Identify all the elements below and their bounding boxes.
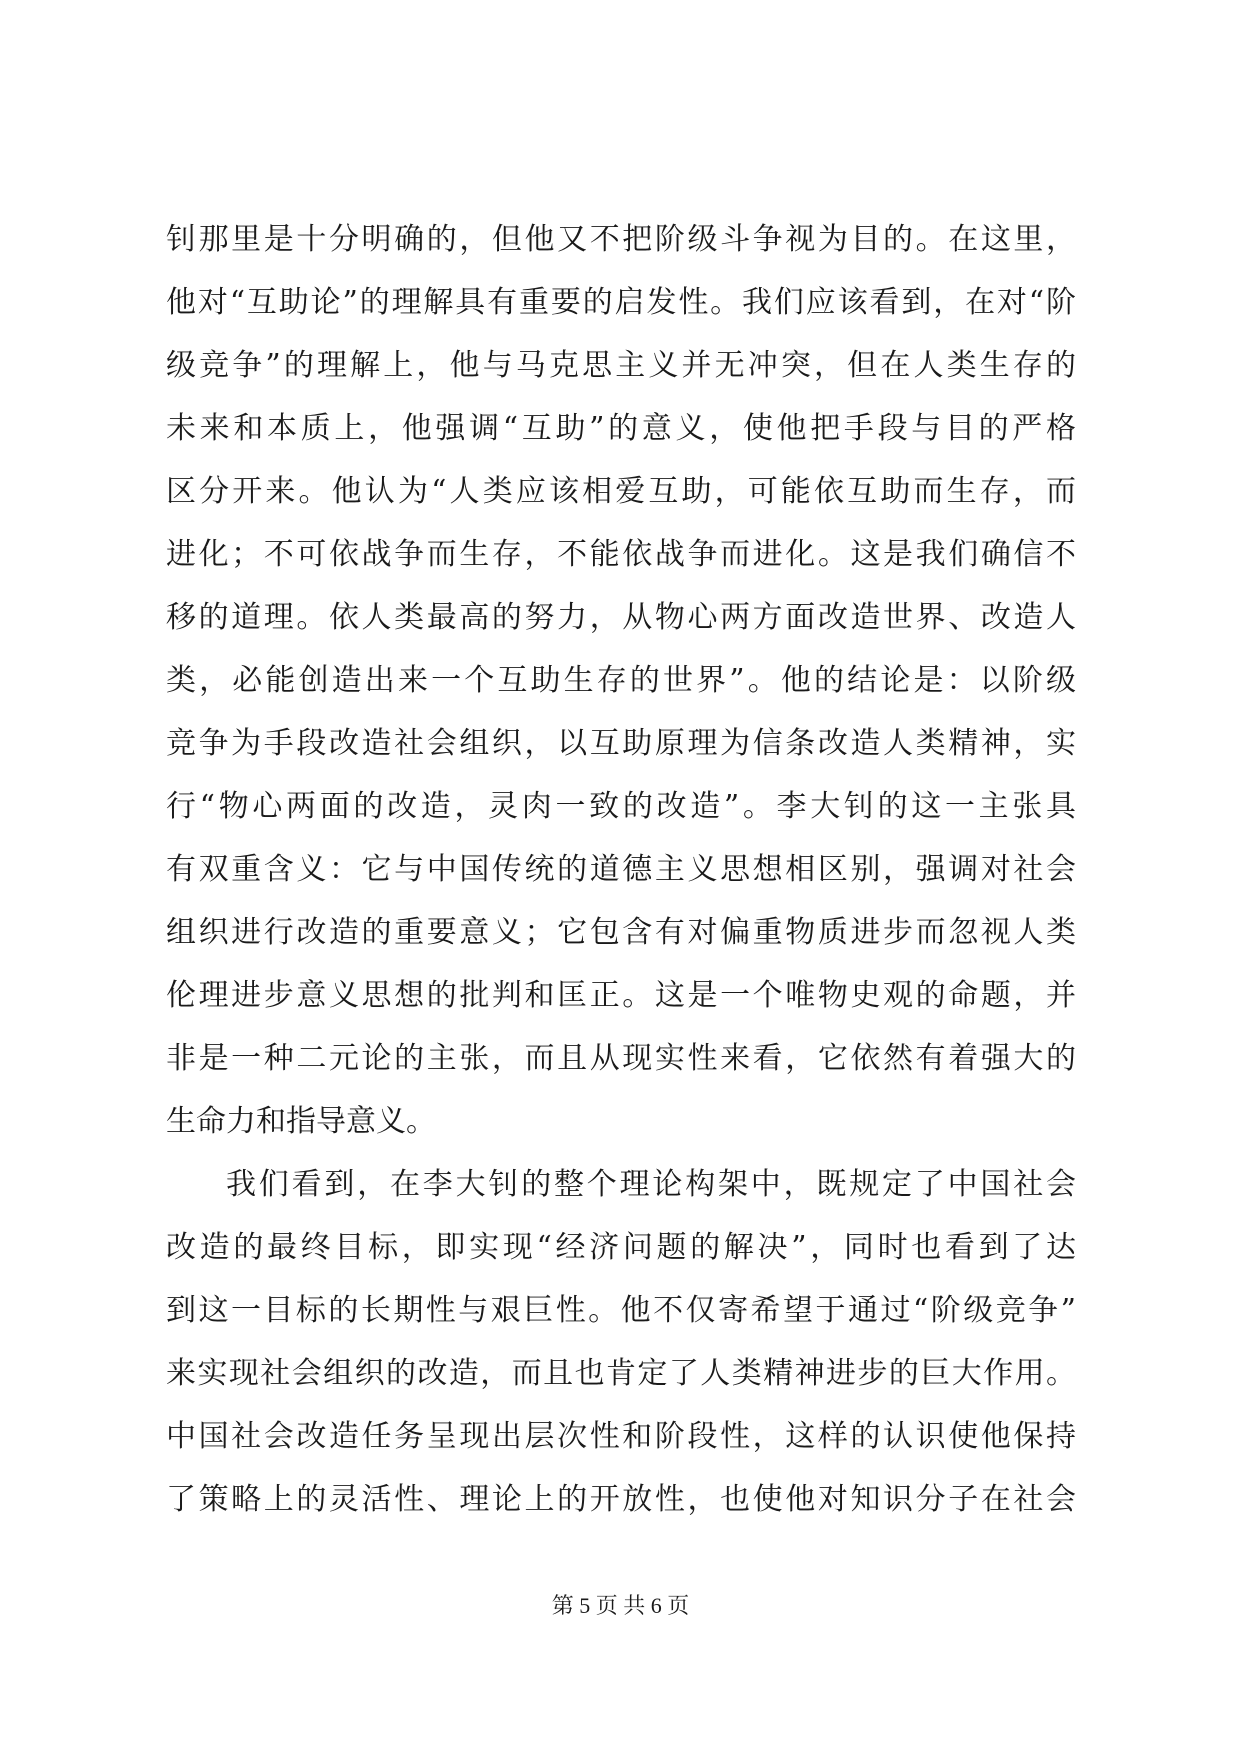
text-line: 未来和本质上，他强调“互助”的意义，使他把手段与目的严格 — [166, 411, 1076, 446]
text-line: 移的道理。依人类最高的努力，从物心两方面改造世界、改造人 — [166, 600, 1076, 635]
text-line: 来实现社会组织的改造，而且也肯定了人类精神进步的巨大作用。 — [166, 1356, 1076, 1391]
text-line: 区分开来。他认为“人类应该相爱互助，可能依互助而生存，而 — [166, 474, 1076, 509]
paragraph-2 — [166, 1153, 1076, 1531]
body-text — [166, 208, 1076, 1531]
text-line: 行“物心两面的改造，灵肉一致的改造”。李大钊的这一主张具 — [166, 789, 1076, 824]
text-line: 中国社会改造任务呈现出层次性和阶段性，这样的认识使他保持 — [166, 1419, 1076, 1454]
text-line: 了策略上的灵活性、理论上的开放性，也使他对知识分子在社会 — [166, 1482, 1076, 1517]
paragraph-1 — [166, 208, 1076, 1153]
text-line: 类，必能创造出来一个互助生存的世界”。他的结论是：以阶级 — [166, 663, 1076, 698]
text-line: 他对“互助论”的理解具有重要的启发性。我们应该看到，在对“阶 — [166, 285, 1076, 320]
text-line: 我们看到，在李大钊的整个理论构架中，既规定了中国社会 — [226, 1167, 1076, 1202]
text-line: 生命力和指导意义。 — [166, 1104, 436, 1139]
text-line: 非是一种二元论的主张，而且从现实性来看，它依然有着强大的 — [166, 1041, 1076, 1076]
text-line: 到这一目标的长期性与艰巨性。他不仅寄希望于通过“阶级竞争” — [166, 1293, 1076, 1328]
text-line: 伦理进步意义思想的批判和匡正。这是一个唯物史观的命题，并 — [166, 978, 1076, 1013]
text-line: 级竞争”的理解上，他与马克思主义并无冲突，但在人类生存的 — [166, 348, 1076, 383]
text-line: 改造的最终目标，即实现“经济问题的解决”，同时也看到了达 — [166, 1230, 1076, 1265]
text-line: 组织进行改造的重要意义；它包含有对偏重物质进步而忽视人类 — [166, 915, 1076, 950]
text-line: 有双重含义：它与中国传统的道德主义思想相区别，强调对社会 — [166, 852, 1076, 887]
text-line: 钊那里是十分明确的，但他又不把阶级斗争视为目的。在这里， — [166, 222, 1076, 257]
text-line: 竞争为手段改造社会组织，以互助原理为信条改造人类精神，实 — [166, 726, 1076, 761]
page-number-footer: 第 5 页 共 6 页 — [551, 1593, 690, 1618]
text-line: 进化；不可依战争而生存，不能依战争而进化。这是我们确信不 — [166, 537, 1076, 572]
